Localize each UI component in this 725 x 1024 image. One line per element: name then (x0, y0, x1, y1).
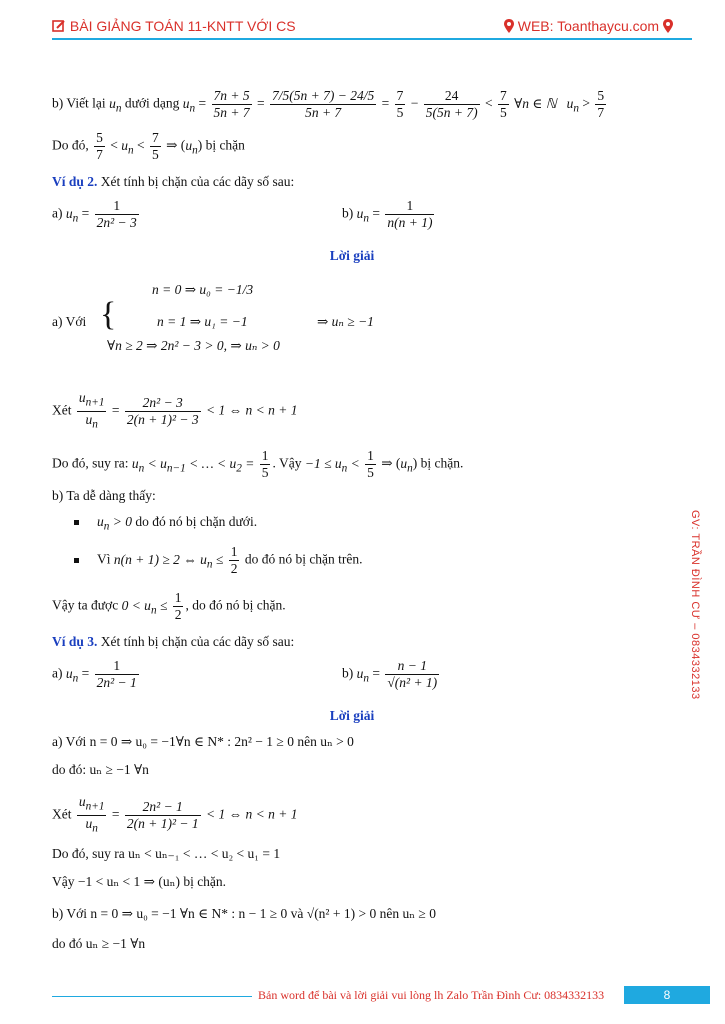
brace: { (100, 296, 117, 333)
header-divider (52, 38, 692, 40)
case-1: n = 0 ⇒ u₀ = −1/3 (152, 282, 254, 297)
map-pin-icon (663, 19, 673, 33)
footer-text: Bản word để bài và lời giải vui lòng lh Zalo Trần Đình Cư: 0834332133 (258, 988, 605, 1002)
edit-icon (52, 19, 66, 33)
example-3-heading: Ví dụ 3. Xét tính bị chặn của các dãy số sau: (52, 634, 295, 649)
ex3-a-line: a) Với n = 0 ⇒ u₀ = −1∀n ∈ N* : 2n² − 1 ≥ 0 nên uₙ > 0 (52, 734, 354, 749)
xet-ratio-1: Xét $\frac{u_{n+1}}{u_n}$ = $\frac{\text{2n² − 3}}{\text{2(n + 1)² − 3}}$ < 1 ⇔ n < n + 1 (52, 390, 298, 431)
example-3-b: b) $u_n$ = $\frac{n - 1}{\text{√(n² + 1)}}$ (342, 658, 438, 690)
conclusion-1: Do đó, suy ra: $u_n < u_{n-1}$ < … < $u_2$ = $\frac{1}{5}$ . Vậy $-1 \le u_n$ < $\frac{1}{5}$ ⇒ $(u_n)$ bị chặn. (52, 448, 464, 480)
header-web: WEB: Toanthaycu.com (504, 18, 673, 34)
case-a-label: a) Với (52, 314, 87, 329)
ex3-vay: Vậy −1 < uₙ < 1 ⇒ (uₙ) bị chặn. (52, 874, 227, 889)
example-2-heading: Ví dụ 2. Xét tính bị chặn của các dãy số sau: (52, 174, 295, 189)
ex3-a-line2: do đó: uₙ ≥ −1 ∀n (52, 762, 149, 777)
page-header (0, 0, 725, 40)
map-pin-icon (504, 19, 514, 33)
bullet-1: $u_n > 0$ do đó nó bị chặn dưới. (74, 514, 257, 533)
example-3-a: a) $u_n$ = $\frac{1}{\text{2n² − 1}}$ (52, 658, 137, 690)
ex3-b-line: b) Với n = 0 ⇒ u₀ = −1 ∀n ∈ N* : n − 1 ≥ 0 và √(n² + 1) > 0 nên uₙ ≥ 0 (52, 906, 436, 921)
ex3-conclusion: Do đó, suy ra uₙ < uₙ₋₁ < … < u₂ < u₁ = 1 (52, 846, 281, 861)
line-dodo: Do đó, $\frac{5}{7}$ < $u_n$ < $\frac{7}{5}$ ⇒ $(u_n)$ bị chặn (52, 130, 245, 162)
case-result: ⇒ uₙ ≥ −1 (317, 314, 374, 329)
side-author: GV: TRẦN ĐÌNH CƯ – 0834332133 (689, 510, 701, 700)
header-title: BÀI GIẢNG TOÁN 11-KNTT VỚI CS (52, 18, 296, 34)
example-2-a: a) $u_n$ = $\frac{1}{\text{2n² − 3}}$ (52, 198, 137, 230)
page-number: 8 (624, 986, 710, 1004)
line-rewrite: b) Viết lại $u_n$ dưới dạng $u_n$ = $\frac{7n + 5}{5n + 7}$ = $\frac{7/5(5n + 7) - 24/5}{5n + 7}$ = $\frac{7}{5}$ − $\frac{24}{5(5n + 7)}$ < $\frac{7}{5}$ ∀n ∈ ℕ $u_n$ > $\frac{5}{7}$ (52, 88, 605, 120)
footer-divider (52, 996, 252, 997)
solution-heading-2: Lời giải (329, 708, 375, 723)
xet-ratio-2: Xét $\frac{u_{n+1}}{u_n}$ = $\frac{\text{2n² − 1}}{\text{2(n + 1)² − 1}}$ < 1 ⇔ n < n + 1 (52, 794, 298, 835)
case-3: ∀n ≥ 2 ⇒ 2n² − 3 > 0, ⇒ uₙ > 0 (107, 338, 280, 353)
bullet-2: Vì n(n + 1) ≥ 2 ⇔ $u_n$ ≤ $\frac{1}{2}$ do đó nó bị chặn trên. (74, 544, 363, 577)
page-footer (0, 985, 725, 1015)
case-2: n = 1 ⇒ u₁ = −1 (157, 314, 248, 329)
conclusion-b: Vậy ta được $0 < u_n$ ≤ $\frac{1}{2}$ , do đó nó bị chặn. (52, 590, 286, 622)
solution-heading: Lời giải (329, 248, 375, 263)
example-2-b: b) $u_n$ = $\frac{1}{n(n + 1)}$ (342, 198, 433, 230)
part-b-intro: b) Ta dễ dàng thấy: (52, 488, 156, 503)
ex3-b-line2: do đó uₙ ≥ −1 ∀n (52, 936, 146, 951)
